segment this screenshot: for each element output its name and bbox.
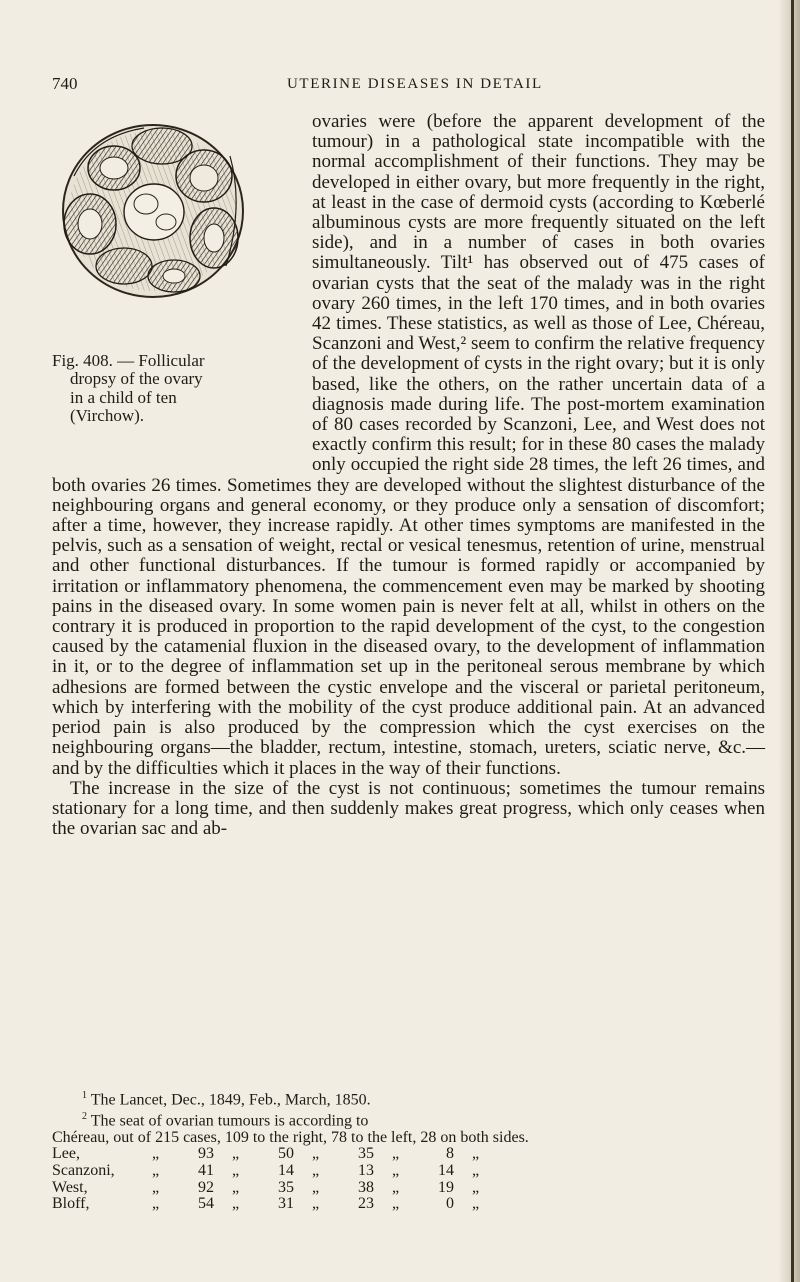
figure-408 [48, 116, 300, 464]
footnote-1 [82, 1088, 772, 1109]
stats-author: Scanzoni, [52, 1162, 115, 1180]
ditto-mark: „ [472, 1162, 480, 1180]
ditto-mark: „ [472, 1178, 480, 1196]
caption-line: (Virchow). [70, 406, 145, 426]
ditto-mark: „ [392, 1162, 400, 1180]
stats-left: 23 [358, 1195, 374, 1213]
body-text [52, 112, 765, 839]
footnote-text: The Lancet, Dec., 1849, Feb., March, 1850. [90, 1091, 371, 1109]
ditto-mark: „ [312, 1195, 320, 1213]
page-edge-shadow [778, 0, 800, 1282]
stats-total: 93 [198, 1145, 214, 1163]
stats-row [52, 1180, 494, 1197]
stats-both: 14 [438, 1162, 454, 1180]
footnote-2 [82, 1109, 772, 1130]
ditto-mark: „ [392, 1195, 400, 1213]
stats-both: 0 [446, 1195, 454, 1213]
paragraph-2: The increase in the size of the cyst is not continuous; sometimes the tumour remains stationary for a long time, and then suddenly makes great progress, which only ceases when the ovarian sac and ab- [52, 777, 765, 840]
stats-author: West, [52, 1178, 88, 1196]
page-number: 740 [52, 74, 78, 93]
stats-right: 31 [278, 1195, 294, 1213]
ovary-illustration [54, 116, 252, 306]
chereau-stats-line: Chéreau, out of 215 cases, 109 to the right, 78 to the left, 28 on both sides. [52, 1128, 529, 1146]
stats-right: 14 [278, 1162, 294, 1180]
ditto-mark: „ [312, 1162, 320, 1180]
stats-total: 41 [198, 1162, 214, 1180]
stats-author: Lee, [52, 1145, 80, 1163]
stats-table [52, 1146, 494, 1212]
ditto-mark: „ [232, 1162, 240, 1180]
running-head: UTERINE DISEASES IN DETAIL [287, 76, 543, 92]
stats-row [52, 1163, 494, 1180]
paragraph-1: ovaries were (before the apparent development of the tumour) in a pathological state incompatible with the normal accomplishment of their functions. They may be developed in either ovary, but more frequently in the right, at least in the case of dermoid cysts (according to Kœberlé albuminous cysts are more frequently situated on the left side), and in a number of cases in both ovaries simultaneously. Tilt¹ has observed out of 475 cases of ovarian cysts that the seat of the malady was in the right ovary 260 times, in the left 170 times, and in both ovaries 42 times. These statistics, as well as those of Lee, Chéreau, Scanzoni and West,² seem to confirm the relative frequency of the development of cysts in the right ovary; but it is only based, like the others, on the rather uncertain data of a diagnosis made during life. The post-mortem examination of 80 cases recorded by Scanzoni, Lee, and West does not exactly confirm this result; for in these 80 cases the malady only occupied the right side 28 times, the left 26 times, and both ovaries 26 times. Sometimes they are developed without the slightest disturbance of the neighbouring organs and general economy, or they produce only a sensation of discomfort; after a time, however, they increase rapidly. At other times symptoms are manifested in the pelvis, such as a sensation of weight, rectal or vesical tenesmus, retention of urine, menstrual and other functional disturbances. If the tumour is formed rapidly or accompanied by irritation or inflammatory phenomena, the commencement even may be marked by shooting pains in the diseased ovary. In some women pain is never felt at all, whilst in others on the contrary it is produced in proportion to the rapid development of the cyst, to the congestion caused by the catamenial fluxion in the diseased ovary, to the development of inflammation in it, or to the degree of inflammation set up in the peritoneal serous membrane by which adhesions are formed between the cystic envelope and the visceral or parietal peritoneum, which by interfering with the mobility of the cyst produce additional pain. At an advanced period pain is also produced by the compression which the cyst exercises on the neighbouring organs—the bladder, rectum, intestine, stomach, ureters, sciatic nerve, &c.—and by the difficulties which it places in the way of their functions. [52, 111, 765, 779]
stats-right: 35 [278, 1178, 294, 1196]
ditto-mark: „ [232, 1145, 240, 1163]
ditto-mark: „ [152, 1178, 160, 1196]
caption-line: dropsy of the ovary [70, 369, 203, 389]
footnote-mark: 1 [82, 1090, 87, 1101]
ditto-mark: „ [232, 1195, 240, 1213]
stats-both: 19 [438, 1178, 454, 1196]
stats-left: 38 [358, 1178, 374, 1196]
stats-right: 50 [278, 1145, 294, 1163]
ditto-mark: „ [312, 1178, 320, 1196]
stats-total: 92 [198, 1178, 214, 1196]
stats-row [52, 1146, 494, 1163]
ditto-mark: „ [392, 1178, 400, 1196]
page-edge-line [791, 0, 794, 1282]
ditto-mark: „ [472, 1195, 480, 1213]
ditto-mark: „ [392, 1145, 400, 1163]
ditto-mark: „ [152, 1145, 160, 1163]
stats-both: 8 [446, 1145, 454, 1163]
stats-total: 54 [198, 1195, 214, 1213]
stats-left: 13 [358, 1162, 374, 1180]
page-header [0, 74, 780, 98]
stats-left: 35 [358, 1145, 374, 1163]
footnote-text: The seat of ovarian tumours is according to [90, 1112, 369, 1130]
footnotes [52, 1088, 772, 1213]
ditto-mark: „ [152, 1162, 160, 1180]
ditto-mark: „ [472, 1145, 480, 1163]
ditto-mark: „ [232, 1178, 240, 1196]
figure-caption [48, 352, 298, 426]
caption-line: Fig. 408. — Follicular [52, 351, 205, 370]
caption-line: in a child of ten [70, 387, 177, 407]
ditto-mark: „ [312, 1145, 320, 1163]
stats-author: Bloff, [52, 1195, 90, 1213]
footnote-mark: 2 [82, 1110, 87, 1122]
ditto-mark: „ [152, 1195, 160, 1213]
stats-row [52, 1196, 494, 1213]
